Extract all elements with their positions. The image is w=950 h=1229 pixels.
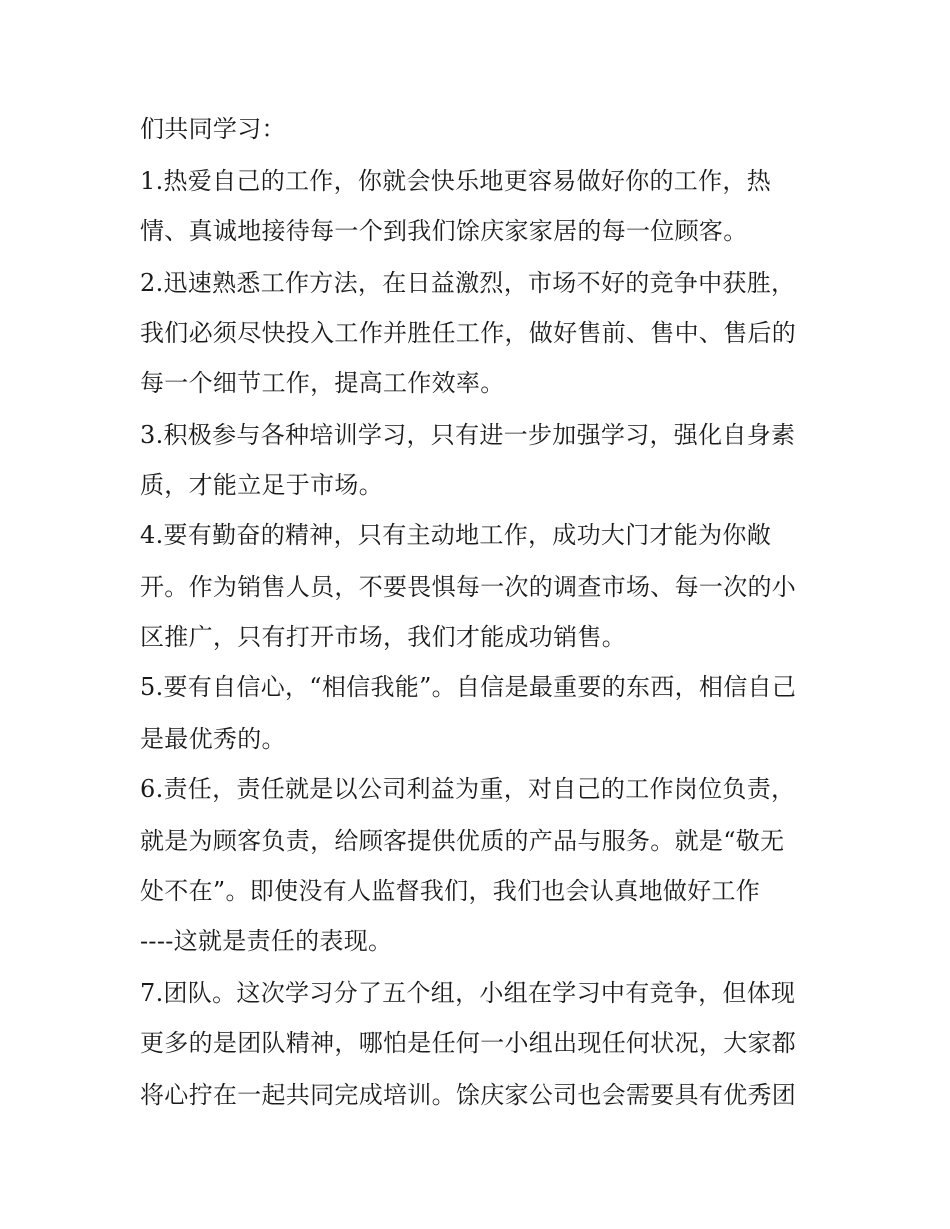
text-line: 质，才能立足于市场。: [140, 471, 383, 499]
text-line: 1.热爱自己的工作，你就会快乐地更容易做好你的工作，热: [140, 167, 771, 195]
text-line: 就是为顾客负责，给顾客提供优质的产品与服务。就是“敬无: [140, 827, 785, 855]
text-line: 2.迅速熟悉工作方法，在日益激烈，市场不好的竞争中获胜，: [140, 269, 796, 297]
text-line: 将心拧在一起共同完成培训。馀庆家公司也会需要具有优秀团: [140, 1081, 797, 1109]
text-line: 4.要有勤奋的精神，只有主动地工作，成功大门才能为你敞: [140, 521, 771, 549]
text-line: 处不在”。即使没有人监督我们，我们也会认真地做好工作: [140, 877, 761, 905]
text-line: 更多的是团队精神，哪怕是任何一小组出现任何状况，大家都: [140, 1029, 797, 1057]
text-line: 6.责任，责任就是以公司利益为重，对自己的工作岗位负责，: [140, 775, 796, 803]
text-line: 情、真诚地接待每一个到我们馀庆家家居的每一位顾客。: [140, 217, 748, 245]
text-line: 5.要有自信心，“相信我能”。自信是最重要的东西，相信自己: [140, 673, 797, 701]
text-line: 是最优秀的。: [140, 725, 286, 753]
text-line: 3.积极参与各种培训学习，只有进一步加强学习，强化自身素: [140, 421, 796, 449]
text-line: 开。作为销售人员，不要畏惧每一次的调查市场、每一次的小: [140, 573, 797, 601]
text-line: 7.团队。这次学习分了五个组，小组在学习中有竞争，但体现: [140, 979, 796, 1007]
text-line: 们共同学习：: [140, 115, 286, 143]
text-line: ----这就是责任的表现。: [140, 927, 393, 955]
text-line: 区推广，只有打开市场，我们才能成功销售。: [140, 623, 626, 651]
text-line: 每一个细节工作，提高工作效率。: [140, 369, 505, 397]
text-line: 我们必须尽快投入工作并胜任工作，做好售前、售中、售后的: [140, 319, 797, 347]
